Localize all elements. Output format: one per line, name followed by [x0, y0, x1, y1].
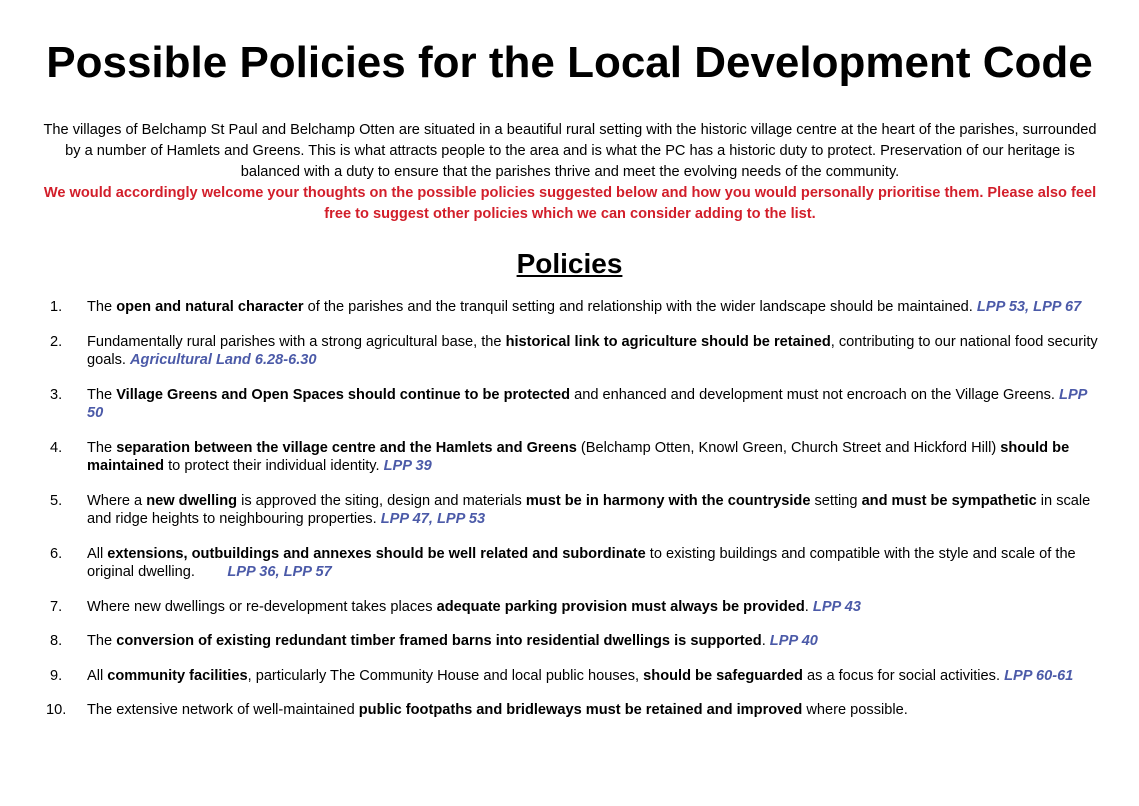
policy-emphasis: must be in harmony with the countryside	[525, 492, 811, 509]
policy-text-segment: All	[87, 545, 108, 562]
policy-text-segment: The	[87, 439, 117, 456]
policy-item	[50, 632, 1104, 651]
policy-item	[50, 667, 1104, 686]
policy-emphasis: should be maintained	[87, 439, 1070, 474]
policy-number: 3.	[50, 386, 63, 403]
policy-emphasis: extensions, outbuildings and annexes should be well related and subordinate	[107, 545, 646, 562]
policy-emphasis: community facilities	[107, 667, 248, 684]
policy-text-segment: (Belchamp Otten, Knowl Green, Church Street and Hickford Hill)	[576, 439, 1001, 456]
policy-text-segment: Where new dwellings or re-development takes places	[87, 598, 437, 615]
intro-appeal: We would accordingly welcome your thoughts on the possible policies suggested below and how you would personally prioritise them. Please also feel free to suggest other policies which we can consider adding to the list.	[43, 185, 1097, 222]
policy-text-segment: of the parishes and the tranquil setting and relationship with the wider landscape should be maintained.	[303, 299, 977, 315]
policy-number: 9.	[50, 667, 63, 684]
policy-reference: LPP 53, LPP 67	[976, 299, 1082, 315]
policy-text-segment: , particularly The Community House and local public houses,	[247, 667, 644, 684]
policy-text-segment: .	[804, 598, 813, 615]
policy-text-segment: The	[87, 633, 117, 649]
policy-item	[50, 492, 1104, 529]
policy-number: 6.	[50, 545, 63, 562]
policy-number: 8.	[50, 633, 63, 649]
policy-number: 10.	[46, 702, 67, 718]
policy-number: 2.	[50, 333, 63, 350]
policy-text	[87, 440, 1069, 475]
policy-text	[87, 633, 818, 649]
policy-text-segment: where possible.	[802, 702, 908, 718]
policy-item	[50, 333, 1104, 370]
policy-reference: LPP 60-61	[1004, 667, 1074, 684]
intro-text: The villages of Belchamp St Paul and Belchamp Otten are situated in a beautiful rural setting with the historic village centre at the heart of the parishes, surrounded by a number of Hamlets and Greens. This is what attracts people to the area and is what the PC has a historic duty to protect. Preservation of our heritage is balanced with a duty to ensure that the parishes thrive and meet the evolving needs of the community.	[43, 122, 1097, 180]
policy-item	[50, 298, 1104, 317]
policy-emphasis: conversion of existing redundant timber framed barns into residential dwellings is supported	[116, 633, 762, 649]
policy-text-segment: to existing buildings and compatible with the style and scale of the original dwelling.	[87, 545, 1080, 580]
policy-item	[50, 439, 1104, 476]
policy-emphasis: new dwelling	[146, 492, 238, 509]
policy-emphasis: historical link to agriculture should be retained	[505, 333, 831, 350]
intro-paragraph	[38, 120, 1102, 225]
policy-text-segment: The	[87, 386, 117, 403]
policy-text	[87, 299, 1081, 315]
policy-text-segment: and enhanced and development must not encroach on the Village Greens.	[570, 386, 1060, 403]
policies-heading: Policies	[516, 248, 623, 279]
policy-item	[46, 701, 1104, 720]
policy-text-segment: in scale and ridge heights to neighbouring properties.	[87, 492, 1091, 527]
policy-text-segment: .	[761, 633, 770, 649]
policy-list	[46, 298, 1104, 736]
policy-emphasis: public footpaths and bridleways must be retained and improved	[358, 702, 803, 718]
policy-number: 5.	[50, 492, 63, 509]
policy-text-segment: Where a	[87, 492, 147, 509]
page-title: Possible Policies for the Local Development Code	[46, 38, 1093, 87]
policy-text-segment: , contributing to our national food security goals.	[87, 333, 1098, 368]
policy-reference: Agricultural Land 6.28-6.30	[130, 352, 317, 368]
policy-emphasis: and must be sympathetic	[861, 492, 1037, 509]
policy-reference: LPP 43	[812, 598, 862, 615]
policy-number: 1.	[50, 299, 63, 315]
policy-reference: LPP 36, LPP 57	[227, 564, 332, 580]
policy-item	[50, 598, 1104, 617]
policy-text	[87, 493, 1090, 528]
policy-text	[87, 546, 1080, 581]
policy-reference: LPP 47, LPP 53	[380, 511, 486, 527]
policy-emphasis: open and natural character	[116, 299, 304, 315]
policy-text-segment: The	[87, 299, 117, 315]
policy-text-segment: The extensive network of well-maintained	[87, 702, 359, 718]
policy-emphasis: should be safeguarded	[643, 667, 803, 684]
policy-text	[87, 387, 1087, 422]
policy-text	[87, 334, 1098, 369]
policy-emphasis: Village Greens and Open Spaces should continue to be protected	[116, 386, 571, 403]
policy-text-segment: All	[87, 667, 108, 684]
policy-text-segment: setting	[810, 492, 862, 509]
policy-emphasis: adequate parking provision must always be provided	[436, 598, 805, 615]
policy-item	[50, 386, 1104, 423]
policy-text-segment: as a focus for social activities.	[802, 667, 1005, 684]
policy-text-segment: to protect their individual identity.	[164, 458, 384, 474]
policy-reference: LPP 50	[87, 386, 1087, 421]
policy-text	[87, 702, 908, 718]
policy-text-segment: is approved the siting, design and materials	[237, 492, 526, 509]
policy-text	[87, 668, 1073, 684]
policy-reference: LPP 40	[769, 633, 818, 649]
policy-text	[87, 599, 861, 615]
policy-number: 7.	[50, 598, 63, 615]
policy-text-segment: Fundamentally rural parishes with a strong agricultural base, the	[87, 333, 506, 350]
policy-emphasis: separation between the village centre and the Hamlets and Greens	[116, 439, 577, 456]
policy-number: 4.	[50, 439, 63, 456]
policy-reference: LPP 39	[383, 458, 432, 474]
policy-item	[50, 545, 1104, 582]
